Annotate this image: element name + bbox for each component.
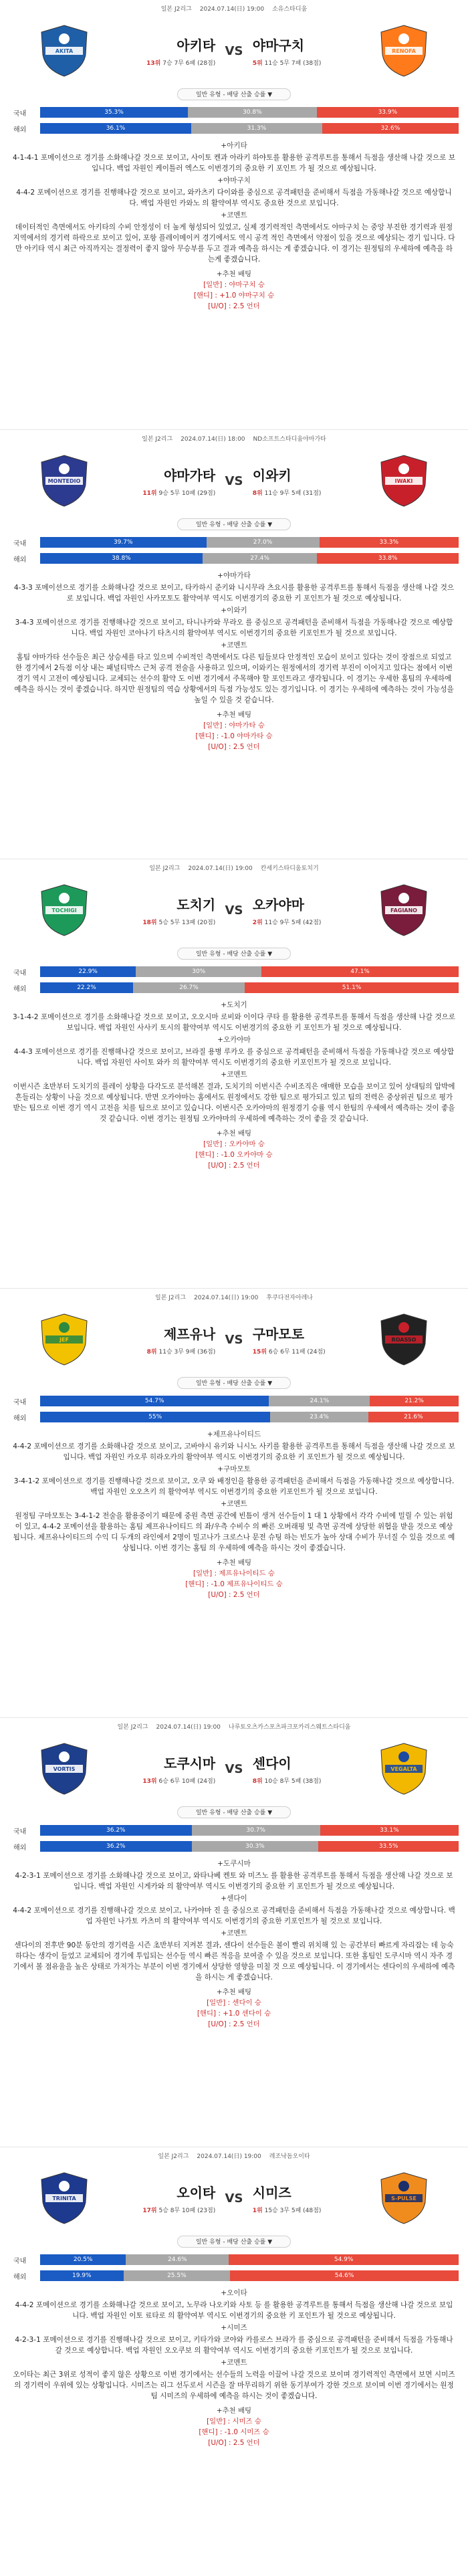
away-team-stats: 11승 9무 5패 (31점) [264,490,322,497]
away-team-record [253,488,361,497]
match-venue: ND소프트스타디움야마가타 [253,436,326,443]
away-team [253,1741,432,1797]
away-team-record [253,1776,361,1785]
pick-item: [U/O] : 2.5 언더 [208,2020,260,2028]
overseas-odds-bar [40,1841,459,1852]
analysis-heading: +야마구치 [217,177,251,185]
overseas-home-segment: 22.2% [40,982,133,993]
svg-text:RENOFA: RENOFA [392,48,416,54]
vs-label: VS [225,1761,243,1776]
analysis-paragraph: 3-4-1-2 포메이션으로 경기를 진행해나갈 것으로 보이고, 오쿠 와 배정인을 활용한 공격패턴을 준비해서 득점을 가동해나갈 것으로 예상합니다. 백업 자원인 오오츠키 의 활약여부 역시도 이번경기의 중요한 키포인트가 될 것으로 보입니다. [13,1477,455,1496]
overseas-away-segment: 33.8% [317,553,459,564]
match-card [0,1717,468,2147]
analysis-heading: +코멘트 [221,1929,247,1937]
home-team-info [107,465,215,497]
overseas-label: 해외 [13,1414,27,1422]
away-team [253,2170,432,2226]
domestic-away-segment: 47.1% [261,966,459,977]
home-team-stats: 5승 5무 13패 (20점) [158,920,216,926]
overseas-label: 해외 [13,1844,27,1852]
home-team-name: 도치기 [177,897,216,913]
teams-row [9,443,459,518]
home-team-name: 도쿠시마 [163,1755,216,1772]
overseas-home-segment: 19.9% [40,2270,124,2281]
home-team-rank: 13위 [142,1778,157,1785]
overseas-draw-segment: 26.7% [133,982,245,993]
away-team-logo [376,1311,432,1368]
svg-text:FAGIANO: FAGIANO [390,907,417,914]
domestic-odds-bar [40,2254,459,2265]
recommended-bets [9,1987,459,2030]
away-team-info [253,2182,361,2214]
match-analysis [9,1000,459,1124]
home-team-stats: 6승 6무 10패 (24점) [158,1778,216,1785]
analysis-paragraph: 4-4-2 포메이션으로 경기를 소화해나갈 것으로 보이고, 노무라 나오키와 사토 등 를 활용한 공격루트를 통해서 득점을 생산해 나갈 것으로 보입니다. 백업 자원인 이토 료타로 의 활약여부 역시도 이번경기의 중요한 키 포인트가 될 것으로 예상됩니다. [15,2301,453,2320]
overseas-odds-row [9,122,459,135]
away-team [253,453,432,509]
domestic-away-segment: 33.9% [317,107,459,118]
vs-label: VS [225,903,243,918]
probability-bars [9,536,459,565]
domestic-odds-bar [40,1825,459,1836]
domestic-away-segment: 54.9% [229,2254,459,2265]
home-team-rank: 17위 [142,2208,157,2214]
match-venue: 레조낙돔오이타 [269,2153,310,2160]
match-venue: 후쿠다전자아레나 [266,1295,313,1301]
teams-row [9,1302,459,1377]
away-team-rank: 1위 [252,2208,263,2214]
picks-heading: +추천 배팅 [216,711,252,719]
analysis-heading: +구마모토 [217,1465,251,1473]
svg-text:TOCHIGI: TOCHIGI [51,907,77,914]
home-team-name: 야마가타 [163,467,216,484]
analysis-heading: +코멘트 [221,641,247,649]
home-team-logo [36,2170,92,2226]
away-team-rank: 5위 [252,60,263,67]
picks-heading: +추천 배팅 [216,1559,252,1567]
probability-bars [9,1824,459,1853]
odds-type-dropdown[interactable]: 일반 유형 - 배당 산출 승률 ▼ [177,948,291,960]
domestic-draw-segment: 30.7% [192,1825,320,1836]
home-team-stats: 9승 5무 10패 (29점) [158,490,216,497]
away-team-record [253,2206,361,2214]
away-team-logo [376,23,432,79]
home-team-info [107,2182,215,2214]
overseas-odds-bar [40,2270,459,2281]
analysis-paragraph: 이번시즌 초반부터 도치기의 플레이 상황을 다각도로 분석해본 결과, 도치기의 이번시즌 수비조직은 애매한 모습을 보이고 있어 상대팀의 압박에 흔들리는 상황이 나올 것으로 예상됩니다. 반면 오카야마는 홈에서도 원정에서도 강한 팀으로 평가되고 있고 팀의 전력은 중상위권 팀으로 평가받는 팀으로 이번 경기 역시 고전을 치를 팀으로 보이고 있습니다. 이번시즌 오카야마의 원정경기 승률 역시 한팀의 우세에서 예측하는 것이 좋을 것 같습니다. 이번 경기는 원정팀 오카야마의 우세하에 예측하는 것이 좋을 것 같습니다. [13,1083,455,1123]
match-datetime: 2024.07.14(日) 19:00 [197,2153,261,2160]
picks-heading: +추천 배팅 [216,270,252,278]
home-team-name: 제프유나 [163,1326,216,1342]
home-team-rank: 8위 [146,1349,157,1356]
domestic-home-segment: 22.9% [40,966,136,977]
overseas-away-segment: 21.6% [368,1412,459,1422]
match-league: 일본 J2리그 [160,6,192,13]
recommended-bets [9,2405,459,2448]
overseas-home-segment: 36.1% [40,123,191,134]
home-team-rank: 18위 [142,920,157,926]
analysis-paragraph: 4-3-3 포메이션으로 경기를 소화해나갈 것으로 보이고, 타카하시 준키와 니시무라 츠요시를 활용한 공격루트를 통해서 득점을 생산해 나갈 것으로 보입니다. 백업 자원인 사카모토도 활약여부 역시도 이번경기의 중요한 키 포인트가 될 것으로 예상됩니다. [13,584,455,603]
home-team-info [107,1753,215,1785]
away-team-stats: 11승 5무 7패 (38점) [264,60,322,67]
away-team-name: 이와키 [252,467,291,484]
match-meta [9,5,459,13]
domestic-home-segment: 39.7% [40,537,207,548]
analysis-heading: +오카야마 [217,1036,251,1044]
analysis-heading: +코멘트 [221,2359,247,2367]
home-team [36,882,215,938]
away-team-info [253,1753,361,1785]
analysis-heading: +제프유나이티드 [207,1430,261,1438]
overseas-away-segment: 51.1% [245,982,459,993]
analysis-paragraph: 데이터적인 측면에서도 아키타의 수비 안정성이 더 높게 형성되어 있었고, 실제 경기력적인 측면에서도 야마구치 는 중앙 부진한 경기력과 원정지역에서의 경기력 하락으로 보이고 있어, 포항 플레이메이커 경기에서도 역시 공격 적인 측면에서 약점이 있을 것으로 예상되는 경기 입니다. 다만 아키타 역시 최근 아직까지는 결정력이 좋지 않아 무승부를 두고 결과 예측을 하시는 게 좋겠습니다. 이 경기는 원정팀의 우세하에 예측을 하는게 좋겠습니다. [13,223,455,263]
pick-item: [핸디] : -1.0 시미즈 승 [199,2428,269,2436]
pick-item: [핸디] : +1.0 센다이 승 [197,2010,271,2018]
recommended-bets [9,710,459,752]
domestic-draw-segment: 30% [136,966,261,977]
home-team [36,23,215,79]
home-team-name: 아키타 [177,37,216,53]
overseas-draw-segment: 25.5% [124,2270,231,2281]
home-team-info [107,1323,215,1356]
overseas-label: 해외 [13,126,27,134]
away-team-info [253,35,361,67]
domestic-home-segment: 20.5% [40,2254,126,2265]
analysis-heading: +코멘트 [221,1071,247,1079]
overseas-draw-segment: 30.3% [192,1841,319,1852]
away-team-logo [376,1741,432,1797]
overseas-away-segment: 32.6% [322,123,459,134]
overseas-odds-bar [40,982,459,993]
pick-item: [일반] : 오카야마 승 [203,1140,265,1148]
away-team-name: 야마구치 [252,37,305,53]
home-team-logo [36,1741,92,1797]
domestic-draw-segment: 30.8% [188,107,317,118]
home-team [36,1741,215,1797]
away-team-name: 시미즈 [252,2185,291,2201]
domestic-odds-row [9,106,459,119]
analysis-paragraph: 4-4-3 포메이션으로 경기를 진행해나갈 것으로 보이고, 브라질 용병 루카오 를 중심으로 공격패턴을 준비해서 득점을 가동해나갈 것으로 예상합니다. 백업 자원인 사이토 와카 의 활약여부 역시도 이번경기의 중요한 키포인트가 될 것으로 보입니다. [13,1048,455,1067]
svg-text:MONTEDIO: MONTEDIO [47,478,81,484]
analysis-paragraph: 4-2-3-1 포메이션으로 경기를 소화해나갈 것으로 보이고, 와타나베 켄토 와 미즈노 를 활용한 공격루트를 통해서 득점을 생산해 나갈 것으로 보입니다. 백업 자원인 시게카와 의 활약여부 역시도 이번경기의 중요한 키 포인트가 될 것으로 예상됩니다. [15,1872,453,1891]
svg-text:AKITA: AKITA [55,48,74,54]
analysis-heading: +도쿠시마 [217,1860,251,1868]
pick-item: [일반] : 시미즈 승 [207,2418,261,2426]
analysis-paragraph: 오이타는 최근 3위로 성적이 좋지 않은 상황으로 이번 경기에서는 선수들의 노력을 이끌어 나갈 것으로 보이며 경기력적인 측면에서 보면 시미즈의 경기력이 우위에 있는 상황입니다. 시미즈는 리그 선두로서 시즌을 잘 마무리하기 위한 동기부여가 강한 것으로 보이며 이번 경기에서는 원정팀 시미즈의 우세하에 예측을 하시는 것이 좋겠습니다. [13,2371,455,2400]
domestic-away-segment: 33.1% [320,1825,459,1836]
match-league: 일본 J2리그 [155,1295,187,1301]
home-team-logo [36,882,92,938]
away-team-logo [376,453,432,509]
analysis-heading: +도치기 [221,1001,247,1009]
home-team-record [107,1776,215,1785]
overseas-odds-bar [40,553,459,564]
match-league: 일본 J2리그 [117,1724,148,1731]
overseas-odds-row [9,981,459,994]
analysis-heading: +야마가타 [217,572,251,580]
domestic-home-segment: 36.2% [40,1825,192,1836]
domestic-draw-segment: 27.0% [207,537,320,548]
match-card [0,2147,468,2576]
away-team-rank: 8위 [252,1778,263,1785]
overseas-draw-segment: 23.4% [270,1412,368,1422]
analysis-paragraph: 4-4-2 포메이션으로 경기를 소화해나갈 것으로 보이고, 고바야시 유키와 니시노 사키를 활용한 공격루트를 통해서 득점을 생산해 나갈 것으로 보입니다. 백업 자원인 카오루 히라오카의 활약여부 역시도 이번경기의 중요한 키 포인트가 될 것으로 예상됩니다. [13,1442,455,1461]
overseas-away-segment: 33.5% [318,1841,459,1852]
overseas-odds-bar [40,1412,459,1422]
overseas-draw-segment: 27.4% [203,553,318,564]
pick-item: [핸디] : -1.0 오카야마 승 [195,1151,273,1159]
recommended-bets [9,1558,459,1600]
odds-type-dropdown[interactable]: 일반 유형 - 배당 산출 승률 ▼ [177,88,291,100]
home-team-record [107,2206,215,2214]
domestic-label: 국내 [13,1398,27,1406]
domestic-label: 국내 [13,969,27,977]
svg-text:S-PULSE: S-PULSE [391,2195,417,2202]
pick-item: [일반] : 야마구치 승 [203,281,265,289]
away-team [253,23,432,79]
overseas-home-segment: 38.8% [40,553,203,564]
away-team-name: 오카야마 [252,897,305,913]
domestic-label: 국내 [13,2257,27,2265]
analysis-paragraph: 4-4-2 포메이션으로 경기를 진행해나갈 것으로 보이고, 나카야마 진 을 중심으로 공격패턴을 준비해서 득점을 가동해나갈 것으로 예상합니다. 백업 자원인 나가토 카츠미 의 활약여부 역시도 이번경기의 중요한 키포인트가 될 것으로 보입니다. [13,1907,455,1925]
domestic-odds-row [9,965,459,978]
analysis-paragraph: 센다이의 전후반 90분 동안의 경기력을 시즌 초반부터 지켜본 결과, 센다이 선수들은 볼이 빨리 위치해 있 는 공간부터 빠르게 자리잡는 데 능숙하다는 생각이 들었고 교체되어 경기에 투입되는 선수들 역시 빠른 적응을 보여줄 수 있을 것으로 보입니다. 또한 홈팀인 도쿠시마 역시 자주 경기에서 볼 점유율을 높은 상태로 가져가는 부분이 이번 경기에서 상당한 영향을 미칠 것 으로 예상됩니다. 이 경기에서는 센다이의 우세하에 예측을 하시는 게 좋겠습니다. [13,1941,455,1981]
away-team-info [253,465,361,497]
pick-item: [U/O] : 2.5 언더 [208,743,260,751]
home-team-name: 오이타 [177,2185,216,2201]
overseas-home-segment: 55% [40,1412,270,1422]
recommended-bets [9,1128,459,1171]
probability-bars [9,2253,459,2282]
away-team-info [253,1323,361,1356]
away-team [253,882,432,938]
away-team-rank: 2위 [252,920,263,926]
domestic-odds-row [9,536,459,549]
match-analysis [9,1429,459,1553]
pick-item: [U/O] : 2.5 언더 [208,302,260,310]
overseas-away-segment: 54.6% [230,2270,459,2281]
match-venue: 나루토오츠카스포츠파크포카리스웨트스타디움 [228,1724,351,1731]
match-league: 일본 J2리그 [158,2153,189,2160]
match-datetime: 2024.07.14(日) 18:00 [181,436,245,443]
picks-heading: +추천 배팅 [216,2407,252,2415]
away-team-rank: 15위 [252,1349,267,1356]
match-card [0,429,468,859]
domestic-away-segment: 33.3% [320,537,459,548]
vs-label: VS [225,2191,243,2206]
away-team-stats: 15승 3무 5패 (48점) [264,2208,322,2214]
pick-item: [U/O] : 2.5 언더 [208,2439,260,2447]
analysis-paragraph: 3-1-4-2 포메이션으로 경기를 소화해나갈 것으로 보이고, 오오시마 로비와 이이다 쿠타 를 활용한 공격루트를 통해서 득점을 생산해 나갈 것으로 보입니다. 백업 자원인 사사키 토시의 활약여부 역시도 이번경기의 중요한 키 포인트가 될 것으로 예상됩니다. [13,1013,455,1032]
match-league: 일본 J2리그 [142,436,173,443]
match-datetime: 2024.07.14(日) 19:00 [156,1724,221,1731]
pick-item: [U/O] : 2.5 언더 [208,1591,260,1599]
home-team-stats: 11승 3무 9패 (36점) [158,1349,216,1356]
home-team-info [107,35,215,67]
overseas-draw-segment: 31.3% [191,123,322,134]
vs-label: VS [225,473,243,488]
home-team-logo [36,453,92,509]
overseas-odds-row [9,552,459,565]
away-team-stats: 10승 8무 5패 (38점) [264,1778,322,1785]
match-datetime: 2024.07.14(日) 19:00 [199,6,265,13]
svg-text:VEGALTA: VEGALTA [390,1766,417,1772]
overseas-odds-bar [40,123,459,134]
match-meta [9,2153,459,2161]
match-analysis [9,1858,459,1983]
analysis-paragraph: 4-1-4-1 포메이션으로 경기를 소화해나갈 것으로 보이고, 사이토 켄과 아라키 하야토를 활용한 공격루트를 통해서 득점을 생산해 나갈 것으로 보입니다. 백업 자원인 케이틀러 엑스도 이번경기의 중요한 키 포인트 가 될 것으로 예상됩니다. [13,154,455,173]
svg-text:JEF: JEF [60,1337,69,1343]
pick-item: [핸디] : -1.0 야마가타 승 [195,732,273,740]
pick-item: [핸디] : +1.0 야마구치 승 [193,292,275,300]
match-venue: 소유스타디움 [272,6,308,13]
away-team-record [253,918,361,926]
analysis-heading: +센다이 [221,1895,247,1903]
away-team-logo [376,882,432,938]
odds-type-dropdown[interactable]: 일반 유형 - 배당 산출 승률 ▼ [177,1377,291,1389]
odds-type-dropdown[interactable]: 일반 유형 - 배당 산출 승률 ▼ [177,1806,291,1818]
analysis-paragraph: 홈팀 야마가타 선수들은 최근 상승세를 타고 있으며 수비적인 측면에서도 다른 팀들보다 안정적인 모습이 보이고 있다는 것이 장점으로 되었고 한 경기에서 2득점 이상 내는 패널티박스 근처 공격 전술을 사용하고 있으며, 이와키는 원정에서의 경기력 부진이 이어지고 있다는 점에서 이번 경기 역시 고전이 예상됩니다. 교체되는 선수의 활약 도 이번 경기에서 주목해야 할 포인트라고 생각됩니다. 이 경기는 우세한 홈팀의 우세하에 예측을 하시는 것이 좋겠습니다. 하지만 원정팀의 역습 상황에서의 득점 가능성도 있는 경기입니다. 이 경기는 우세하에 예측하는 것이 가능성을 높일 수 있을 것 같습니다. [14,653,454,704]
domestic-home-segment: 54.7% [40,1396,269,1406]
domestic-draw-segment: 24.1% [269,1396,370,1406]
domestic-odds-row [9,1824,459,1837]
domestic-draw-segment: 24.6% [126,2254,229,2265]
home-team-rank: 13위 [146,60,161,67]
teams-row [9,2161,459,2236]
overseas-odds-row [9,1410,459,1424]
svg-text:TRINITA: TRINITA [52,2195,76,2202]
domestic-odds-bar [40,537,459,548]
overseas-odds-row [9,2269,459,2282]
away-team-stats: 11승 9무 5패 (42점) [264,920,322,926]
match-meta [9,435,459,443]
analysis-paragraph: 3-4-3 포메이션으로 경기를 진행해나갈 것으로 보이고, 타니나카와 무라오 를 중심으로 공격패턴을 준비해서 득점을 가동해나갈 것으로 예상합니다. 백업 자원인 코야나기 타츠시의 활약여부 역시도 이번경기의 중요한 키포인트가 될 것으로 보입니다. [15,619,453,637]
svg-text:ROASSO: ROASSO [391,1337,417,1343]
vs-label: VS [225,1332,243,1347]
match-analysis [9,570,459,706]
domestic-odds-row [9,2253,459,2266]
pick-item: [핸디] : -1.0 제프유나이티드 승 [185,1580,283,1588]
away-team-record [253,1347,361,1356]
probability-bars [9,1394,459,1424]
home-team [36,453,215,509]
analysis-heading: +시미즈 [221,2324,247,2332]
overseas-odds-row [9,1840,459,1853]
home-team-record [107,488,215,497]
probability-bars [9,965,459,994]
home-team-record [107,1347,215,1356]
domestic-odds-row [9,1394,459,1408]
domestic-label: 국내 [13,110,27,118]
vs-label: VS [225,43,243,58]
home-team-record [107,918,215,926]
analysis-paragraph: 4-2-3-1 포메이션으로 경기를 진행해나갈 것으로 보이고, 키타가와 코야와 카를로스 브라가 를 중심으로 공격패턴을 준비해서 득점을 가동해나갈 것으로 예상합니다. 백업 자원인 오오쿠보 의 활약여부 역시도 이번경기의 중요한 키포인트가 될 것으로 보입니다. [15,2336,453,2355]
teams-row [9,873,459,948]
svg-text:IWAKI: IWAKI [394,478,413,484]
recommended-bets [9,269,459,312]
odds-type-dropdown[interactable]: 일반 유형 - 배당 산출 승률 ▼ [177,518,291,530]
away-team-name: 구마모토 [252,1326,305,1342]
home-team-logo [36,23,92,79]
away-team [253,1311,432,1368]
analysis-paragraph: 원정팀 구마모토는 3-4-1-2 전술을 활용중이기 때문에 중원 측면 공간에 빈틈이 생겨 선수들이 1 대 1 상황에서 각각 수비에 밀릴 수 있는 위험이 있고, 4-4-2 포메이션을 활용하는 홈팀 제프유나이티드 의 좌/우측 수비수 의 빠른 오버래핑 및 측면 공격에 상당한 위협을 받을 것으로 예상됩니다. 제프유나이티드의 수익 디 두개의 라인에서 2명이 밀고나가 크로스나 문전 슈팅 하는 빈도가 높아 상대 수비가 무너질 수 있을 것으로 예상됩니다. 이번 경기는 홈팀 의 우세하에 예측을 하시는 것이 좋겠습니다. [13,1512,455,1552]
domestic-odds-bar [40,107,459,118]
teams-row [9,13,459,88]
match-meta [9,1723,459,1731]
overseas-label: 해외 [13,985,27,993]
home-team-info [107,894,215,926]
pick-item: [일반] : 야마가타 승 [203,722,265,730]
overseas-label: 해외 [13,2273,27,2281]
domestic-odds-bar [40,1396,459,1406]
odds-type-dropdown[interactable]: 일반 유형 - 배당 산출 승률 ▼ [177,2236,291,2248]
analysis-heading: +코멘트 [221,211,247,219]
picks-heading: +추천 배팅 [216,1988,252,1996]
match-venue: 칸세키스타디움토치기 [260,865,319,872]
match-datetime: 2024.07.14(日) 19:00 [194,1295,259,1301]
analysis-heading: +코멘트 [221,1500,247,1508]
overseas-label: 해외 [13,556,27,564]
home-team [36,2170,215,2226]
pick-item: [일반] : 센다이 승 [207,1999,261,2007]
away-team-rank: 8위 [252,490,263,497]
match-card [0,859,468,1288]
away-team-name: 센다이 [252,1755,291,1772]
teams-row [9,1731,459,1806]
match-meta [9,1294,459,1302]
analysis-paragraph: 4-4-2 포메이션으로 경기를 진행해나갈 것으로 보이고, 와카츠키 다이와를 중심으로 공격패턴을 준비해서 득점을 가동해나갈 것으로 예상합니다. 백업 자원인 카와노 의 활약여부 역시도 중요한 것으로 보입니다. [16,189,452,207]
analysis-heading: +오이타 [221,2289,247,2297]
away-team-logo [376,2170,432,2226]
domestic-label: 국내 [13,1828,27,1836]
away-team-record [253,58,361,67]
analysis-heading: +이와키 [221,607,247,615]
pick-item: [일반] : 제프유나이티드 승 [193,1570,275,1578]
probability-bars [9,106,459,135]
domestic-odds-bar [40,966,459,977]
match-analysis [9,140,459,265]
match-analysis [9,2288,459,2401]
picks-heading: +추천 배팅 [216,1130,252,1138]
svg-text:VORTIS: VORTIS [53,1766,76,1772]
home-team-logo [36,1311,92,1368]
home-team-rank: 11위 [142,490,157,497]
match-card [0,1288,468,1717]
domestic-home-segment: 35.3% [40,107,188,118]
match-meta [9,865,459,873]
home-team-record [107,58,215,67]
match-card [0,0,468,429]
home-team-stats: 7승 7무 6패 (28점) [162,60,216,67]
away-team-info [253,894,361,926]
home-team [36,1311,215,1368]
match-datetime: 2024.07.14(日) 19:00 [188,865,253,872]
home-team-stats: 5승 8무 10패 (23점) [158,2208,216,2214]
pick-item: [U/O] : 2.5 언더 [208,1162,260,1170]
match-league: 일본 J2리그 [149,865,181,872]
analysis-heading: +아키타 [221,142,247,150]
away-team-stats: 6승 6무 11패 (24점) [268,1349,326,1356]
overseas-home-segment: 36.2% [40,1841,192,1852]
domestic-label: 국내 [13,540,27,548]
domestic-away-segment: 21.2% [370,1396,459,1406]
